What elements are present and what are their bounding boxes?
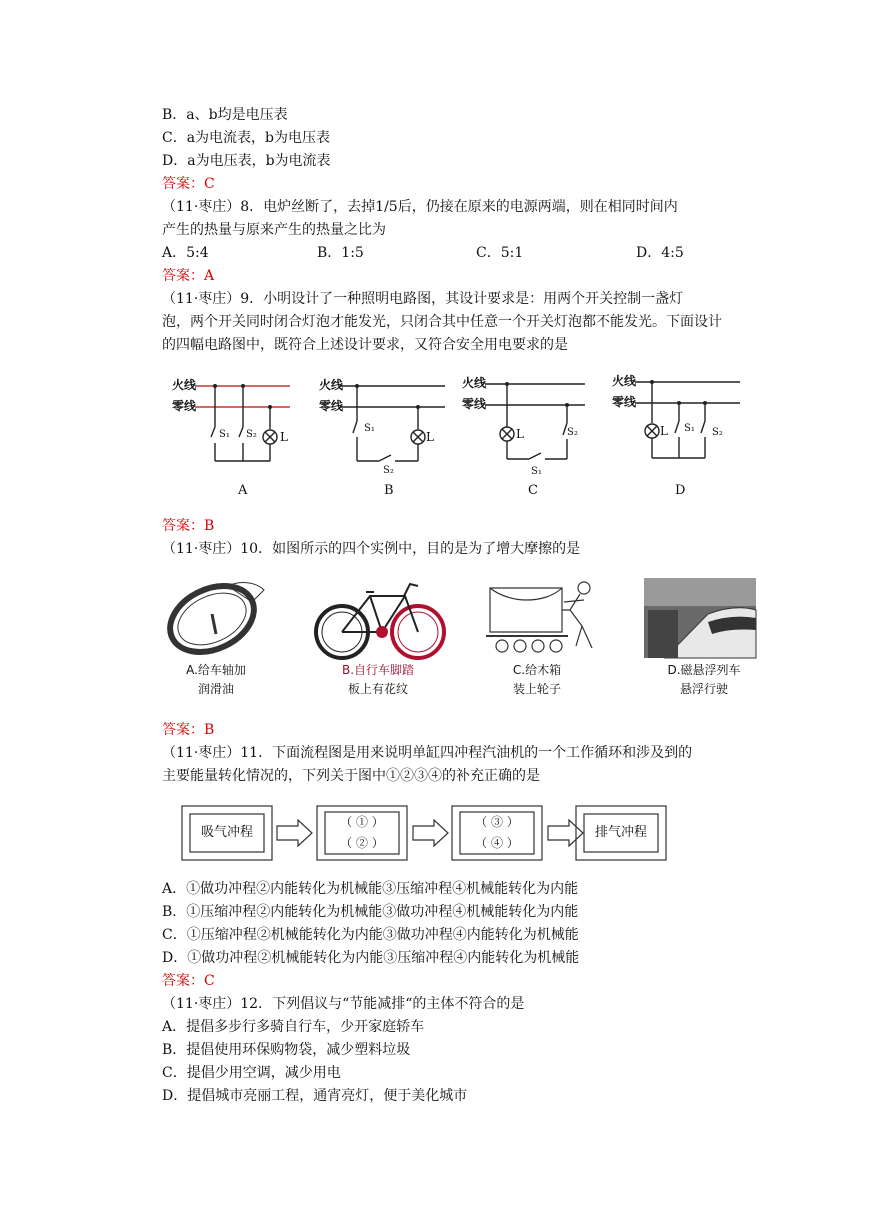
circuit-c-s2-label: S₂: [567, 427, 578, 438]
circuit-c-lamp-label: L: [516, 427, 524, 441]
q7-option-c: C．a为电流表，b为电压表: [162, 130, 331, 146]
q9-stem-line3: 的四幅电路图中，既符合上述设计要求，又符合安全用电要求的是: [162, 337, 568, 353]
circuit-a-s2-label: S₂: [246, 429, 257, 440]
flow-box-blank-1: （ ① ）: [340, 815, 384, 829]
q8-option-d: D．4:5: [636, 245, 684, 261]
q11-stem-line2: 主要能量转化情况的，下列关于图中①②③④的补充正确的是: [162, 768, 540, 784]
q12-option-c: C．提倡少用空调，减少用电: [162, 1065, 341, 1081]
q11-option-a: A．①做功冲程②内能转化为机械能③压缩冲程④机械能转化为内能: [162, 881, 579, 897]
q12-option-a: A．提倡多步行多骑自行车，少开家庭轿车: [162, 1019, 425, 1035]
circuit-d-lamp-label: L: [660, 424, 668, 438]
q9-stem-line1: （11·枣庄）9．小明设计了一种照明电路图，其设计要求是：用两个开关控制一盏灯: [162, 291, 684, 307]
q8-stem-line2: 产生的热量与原来产生的热量之比为: [162, 222, 386, 238]
q8-option-a: A．5:4: [162, 245, 209, 261]
circuit-d-fire-label: 火线: [612, 374, 637, 388]
q10-picture-strip: [160, 574, 760, 660]
q10-caption-b-line2: 板上有花纹: [347, 682, 408, 696]
q7-option-b: B．a、b均是电压表: [162, 107, 288, 123]
wooden-box-cart-image: [486, 582, 592, 652]
circuit-b-label: B: [384, 483, 394, 498]
q11-option-c: C．①压缩冲程②机械能转化为内能③做功冲程④内能转化为机械能: [162, 927, 579, 943]
q10-answer: 答案：B: [162, 722, 215, 738]
circuit-a-fire-label: 火线: [172, 378, 197, 392]
circuit-d-s2-label: S₂: [712, 427, 723, 438]
flow-box-blank-4: （ ④ ）: [475, 836, 519, 850]
flow-box-exhaust: 排气冲程: [594, 825, 647, 840]
q8-option-c: C．5:1: [476, 245, 524, 261]
bicycle-image: [316, 584, 444, 658]
maglev-train-image: [644, 578, 756, 658]
flow-box-blank-2: （ ② ）: [340, 836, 384, 850]
q10-caption-d-line2: 悬浮行驶: [679, 682, 728, 696]
circuit-d-label: D: [675, 483, 686, 498]
circuit-b: [340, 386, 445, 461]
q10-caption-a-line2: 润滑油: [197, 682, 234, 696]
q12-option-d: D．提倡城市亮丽工程，通宵亮灯，便于美化城市: [162, 1088, 468, 1104]
q8-option-b: B．1:5: [317, 245, 364, 261]
q11-option-b: B．①压缩冲程②内能转化为机械能③做功冲程④机械能转化为内能: [162, 904, 579, 920]
circuit-b-fire-label: 火线: [319, 378, 344, 392]
q8-stem-line1: （11·枣庄）8．电炉丝断了，去掉1/5后，仍接在原来的电源两端，则在相同时间内: [162, 199, 678, 215]
q11-answer: 答案：C: [162, 973, 215, 989]
circuit-a-neutral-label: 零线: [172, 399, 197, 413]
circuit-c-fire-label: 火线: [462, 376, 487, 390]
circuit-c-neutral-label: 零线: [462, 397, 487, 411]
flow-box-intake: 吸气冲程: [200, 825, 253, 840]
circuit-c-label: C: [528, 483, 538, 498]
circuit-b-s2-label: S₂: [383, 465, 394, 476]
circuit-b-s1-label: S₁: [364, 423, 375, 434]
circuit-c-s1-label: S₁: [531, 466, 542, 477]
q12-stem: （11·枣庄）12．下列倡议与“节能减排“的主体不符合的是: [162, 996, 525, 1012]
wheel-image: [160, 574, 265, 660]
q10-stem: （11·枣庄）10．如图所示的四个实例中，目的是为了增大摩擦的是: [162, 541, 581, 557]
q9-answer: 答案：B: [162, 518, 215, 534]
q8-answer: 答案：A: [162, 268, 215, 284]
q11-stem-line1: （11·枣庄）11．下面流程图是用来说明单缸四冲程汽油机的一个工作循环和涉及到的: [162, 745, 693, 761]
q10-caption-d-line1: D.磁悬浮列车: [667, 663, 741, 677]
circuit-a-lamp-label: L: [280, 430, 288, 444]
circuit-b-lamp-label: L: [426, 430, 434, 444]
q10-caption-c-line1: C.给木箱: [512, 663, 562, 677]
circuit-a-s1-label: S₁: [219, 429, 230, 440]
circuit-c: [485, 384, 585, 459]
circuit-d-neutral-label: 零线: [612, 395, 637, 409]
q9-stem-line2: 泡，两个开关同时闭合灯泡才能发光，只闭合其中任意一个开关灯泡都不能发光。下面设计: [162, 314, 722, 330]
q10-caption-b-line1: B.自行车脚踏: [341, 663, 415, 677]
q7-answer: 答案：C: [162, 176, 215, 192]
circuit-a-label: A: [238, 483, 248, 498]
q10-caption-a-line1: A.给车轴加: [186, 663, 246, 677]
q7-option-d: D．a为电压表，b为电流表: [162, 153, 331, 169]
circuit-d-s1-label: S₁: [684, 423, 695, 434]
flow-box-blank-3: （ ③ ）: [475, 815, 519, 829]
q12-option-b: B．提倡使用环保购物袋，减少塑料垃圾: [162, 1042, 411, 1058]
circuit-a: [195, 386, 290, 461]
circuit-b-neutral-label: 零线: [319, 399, 344, 413]
q10-caption-c-line2: 装上轮子: [512, 682, 561, 696]
q11-option-d: D．①做功冲程②机械能转化为内能③压缩冲程④内能转化为机械能: [162, 950, 580, 966]
